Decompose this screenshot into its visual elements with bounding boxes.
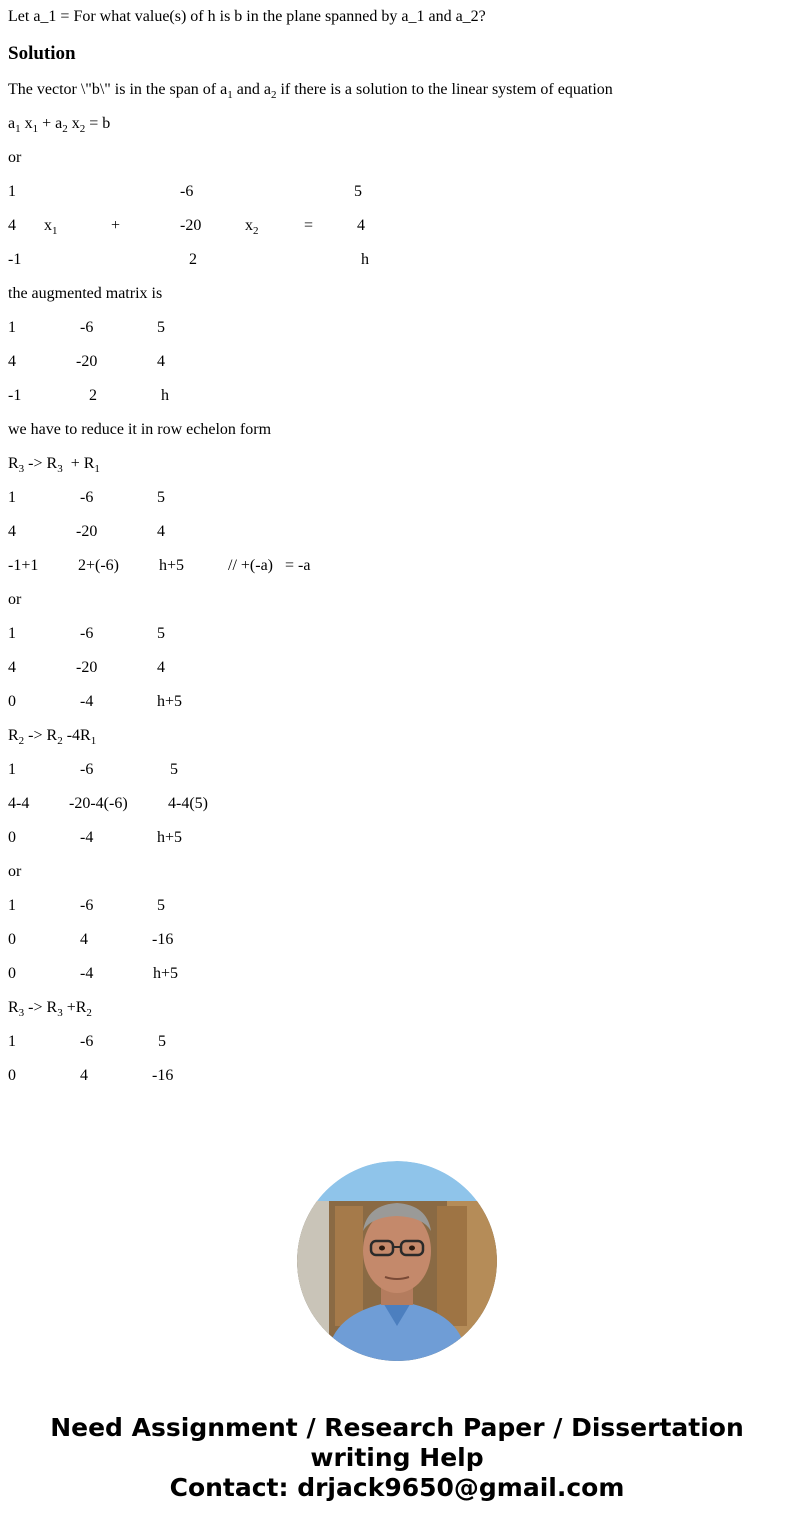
row-operation-3: $R_3 -> R_3 +R_2$	[8, 999, 92, 1019]
matrix-step-3: 1 -6 5 4-4 -20-4(-6) 4-4(5) 0 -4 h+5	[8, 761, 208, 846]
vector-row-1: 1 -6 5	[8, 183, 362, 200]
augmented-matrix: 1 -6 5 4 -20 4 -1 2 h	[8, 319, 169, 404]
vector-row-2: 4 $x_1$ + -20 $x_2$ = 4	[8, 217, 365, 237]
footer-contact: Contact: drjack9650@gmail.com	[169, 1473, 625, 1502]
augmented-label: the augmented matrix is	[8, 285, 163, 302]
footer-line-2: writing Help	[310, 1443, 484, 1472]
solution-document	[0, 8, 794, 1085]
or-text: or	[8, 863, 22, 880]
promo-footer	[0, 1413, 794, 1503]
intro-text: The vector \"b\" is in the span of $a_1$ and $a_2$ if there is a solution to the linear system of equation	[8, 81, 613, 101]
footer-line-1: Need Assignment / Research Paper / Dissertation	[50, 1413, 744, 1442]
question-text: Let a_1 = For what value(s) of h is b in the plane spanned by a_1 and a_2?	[8, 8, 486, 25]
or-text: or	[8, 149, 22, 166]
matrix-step-2: 1 -6 5 4 -20 4 0 -4 h+5	[8, 625, 183, 710]
matrix-step-4: 1 -6 5 0 4 -16 0 -4 h+5	[8, 897, 179, 982]
vector-equation: $a_1$ $x_1 + a_2$ $x_2 = b$	[8, 115, 111, 135]
matrix-step-1: 1 -6 5 4 -20 4 -1+1 2+(-6) h+5 // +(-a) = -a	[8, 489, 311, 574]
vector-row-3: -1 2 h	[8, 251, 369, 268]
matrix-step-5: 1 -6 5 0 4 -16	[8, 1033, 174, 1084]
or-text: or	[8, 591, 22, 608]
solution-heading: Solution	[8, 43, 76, 64]
author-avatar	[297, 1161, 497, 1361]
row-operation-1: $R_3 -> R_3 + R_1$	[8, 455, 100, 475]
row-operation-2: $R_2 -> R_2$ $-4R_1$	[8, 727, 97, 747]
reduce-label: we have to reduce it in row echelon form	[8, 421, 272, 438]
